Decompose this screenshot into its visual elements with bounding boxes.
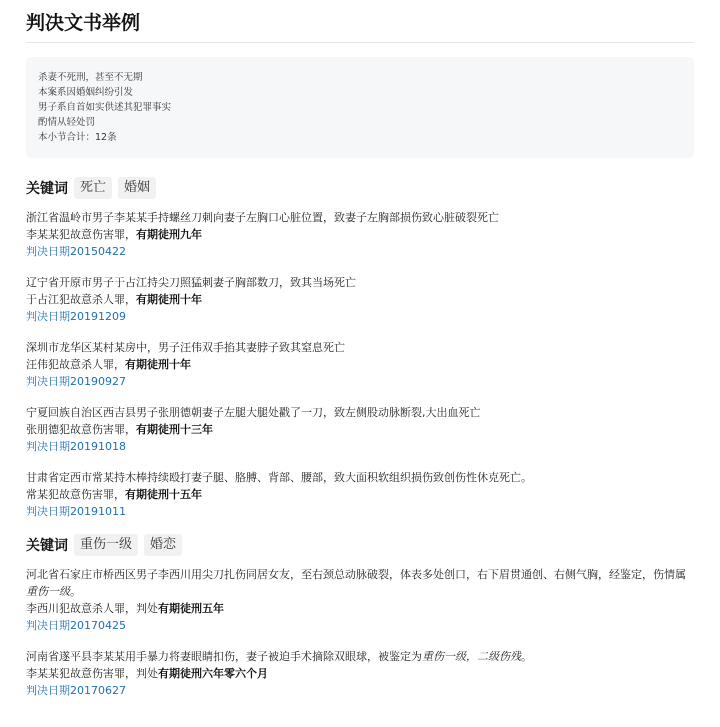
description-end: 。: [521, 650, 532, 663]
summary-line: 本案系因婚姻纠纷引发: [38, 87, 134, 98]
keyword-label: 关键词: [26, 181, 68, 197]
verdict-text: 常某犯故意伤害罪，: [26, 488, 125, 501]
case-verdict: [26, 486, 694, 503]
case-date-link[interactable]: 判决日期20150422: [26, 245, 126, 258]
case-date-link[interactable]: 判决日期20191018: [26, 440, 126, 453]
verdict-text: 张朋德犯故意伤害罪，: [26, 423, 136, 436]
case-item: [26, 648, 694, 699]
case-date-link[interactable]: 判决日期20191011: [26, 505, 126, 518]
case-item: [26, 404, 694, 455]
summary-box: [26, 57, 694, 158]
injury-level: 重伤一级: [26, 585, 70, 598]
summary-count: 本小节合计：12条: [38, 132, 117, 143]
case-item: [26, 566, 694, 634]
keyword-row: [26, 534, 694, 556]
keyword-tag[interactable]: 婚姻: [118, 177, 156, 199]
verdict-sentence: 有期徒刑十三年: [136, 423, 213, 436]
verdict-text: 于占江犯故意杀人罪，: [26, 293, 136, 306]
keyword-tag[interactable]: 死亡: [74, 177, 112, 199]
verdict-sentence: 有期徒刑五年: [158, 602, 224, 615]
verdict-sentence: 有期徒刑九年: [136, 228, 202, 241]
keyword-row: [26, 177, 694, 199]
case-item: [26, 469, 694, 520]
case-description: 辽宁省开原市男子于占江持尖刀照猛刺妻子胸部数刀，致其当场死亡: [26, 276, 356, 289]
case-verdict: [26, 356, 694, 373]
case-date-link[interactable]: 判决日期20170627: [26, 684, 126, 697]
case-verdict: [26, 291, 694, 308]
case-verdict: [26, 226, 694, 243]
verdict-text: 李某某犯故意伤害罪，: [26, 228, 136, 241]
verdict-sentence: 有期徒刑十年: [125, 358, 191, 371]
case-description: [26, 648, 694, 665]
case-description: 宁夏回族自治区西吉县男子张朋德朝妻子左腿大腿处戳了一刀，致左侧股动脉断裂,大出血死亡: [26, 406, 481, 419]
case-item: [26, 209, 694, 260]
case-item: [26, 274, 694, 325]
verdict-sentence: 有期徒刑六年零六个月: [158, 667, 268, 680]
case-date-link[interactable]: 判决日期20191209: [26, 310, 126, 323]
keyword-tag[interactable]: 重伤一级: [74, 534, 138, 556]
verdict-text: 李西川犯故意杀人罪，判处: [26, 602, 158, 615]
case-date-link[interactable]: 判决日期20170425: [26, 619, 126, 632]
verdict-sentence: 有期徒刑十年: [136, 293, 202, 306]
case-description: [26, 566, 694, 600]
case-date-link[interactable]: 判决日期20190927: [26, 375, 126, 388]
case-description: 浙江省温岭市男子李某某手持螺丝刀刺向妻子左胸口心脏位置，致妻子左胸部损伤致心脏破裂死亡: [26, 211, 499, 224]
description-text: 河南省遂平县李某某用手暴力将妻眼睛扣伤，妻子被迫手术摘除双眼球，被鉴定为: [26, 650, 422, 663]
page-title: 判决文书举例: [26, 8, 694, 43]
case-item: [26, 339, 694, 390]
description-end: 。: [70, 585, 81, 598]
case-description: 甘肃省定西市常某持木棒持续殴打妻子腿、胳膊、背部、腰部，致大面积软组织损伤致创伤性休克死亡。: [26, 471, 532, 484]
case-description: 深圳市龙华区某村某房中，男子汪伟双手掐其妻脖子致其窒息死亡: [26, 341, 345, 354]
verdict-sentence: 有期徒刑十五年: [125, 488, 202, 501]
keyword-tag[interactable]: 婚恋: [144, 534, 182, 556]
summary-line: 杀妻不死刑，甚至不无期: [38, 72, 143, 83]
keyword-label: 关键词: [26, 538, 68, 554]
case-verdict: [26, 600, 694, 617]
verdict-text: 李某某犯故意伤害罪，判处: [26, 667, 158, 680]
case-verdict: [26, 421, 694, 438]
case-verdict: [26, 665, 694, 682]
injury-level: 重伤一级，二级伤残: [422, 650, 521, 663]
verdict-text: 汪伟犯故意杀人罪，: [26, 358, 125, 371]
summary-line: 男子系自首如实供述其犯罪事实: [38, 102, 172, 113]
summary-line: 酌情从轻处罚: [38, 117, 96, 128]
description-text: 河北省石家庄市桥西区男子李西川用尖刀扎伤同居女友，至右颈总动脉破裂，体表多处创口，右下眉贯通创、右侧气胸，经鉴定，伤情属: [26, 568, 686, 581]
